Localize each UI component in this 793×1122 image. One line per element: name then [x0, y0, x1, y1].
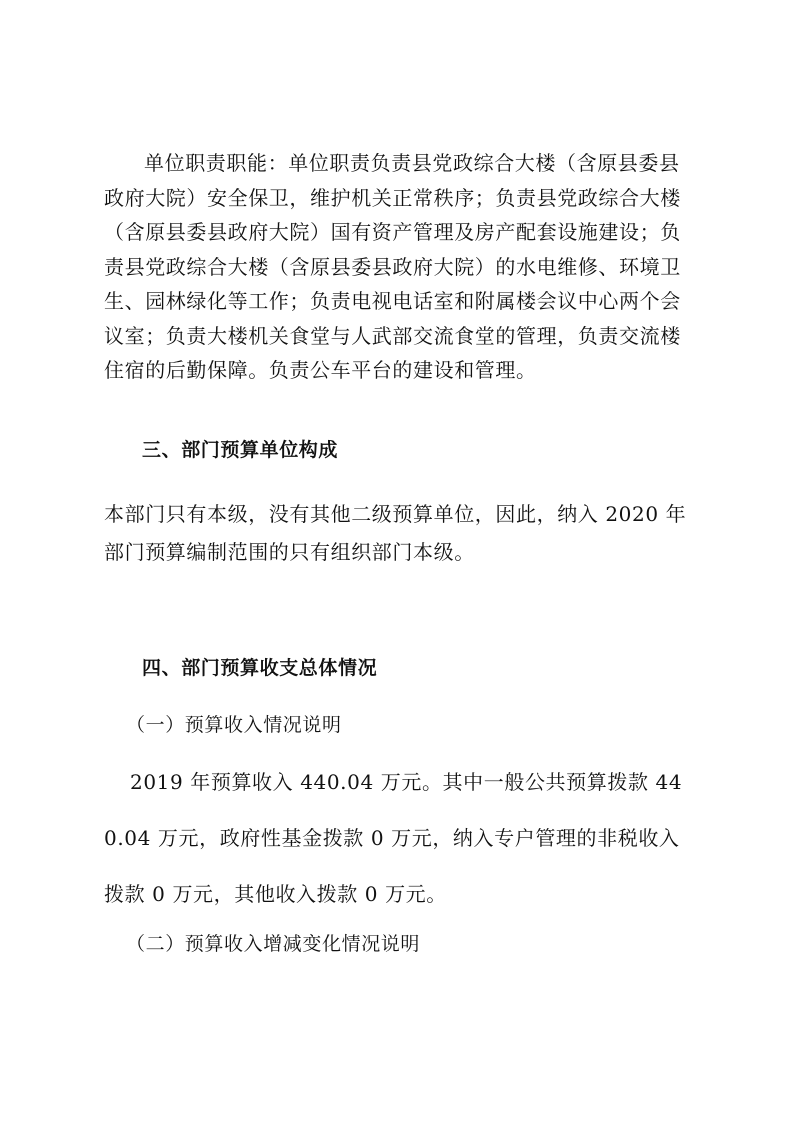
section-3-body: 本部门只有本级，没有其他二级预算单位，因此，纳入 2020 年部门预算编制范围的只有组织部门本级。: [104, 502, 687, 564]
section-3-heading: 三、部门预算单位构成: [142, 439, 339, 461]
subsection-1-heading: （一）预算收入情况说明: [126, 714, 342, 736]
unit-duties-paragraph: 单位职责职能：单位职责负责县党政综合大楼（含原县委县政府大院）安全保卫，维护机关正常秩序；负责县党政综合大楼（含原县委县政府大院）国有资产管理及房产配套设施建设；负责县党政综合大楼（含原县委县政府大院）的水电维修、环境卫生、园林绿化等工作；负责电视电话室和附属楼会议中心两个会议室；负责大楼机关食堂与人武部交流食堂的管理，负责交流楼住宿的后勤保障。负责公车平台的建设和管理。: [104, 151, 681, 382]
section-4-heading: 四、部门预算收支总体情况: [142, 657, 378, 679]
subsection-2-heading: （二）预算收入增减变化情况说明: [126, 933, 421, 955]
subsection-1-body: 2019 年预算收入 440.04 万元。其中一般公共预算拨款 440.04 万元，政府性基金拨款 0 万元，纳入专户管理的非税收入拨款 0 万元，其他收入拨款 0 万元。: [104, 770, 683, 906]
